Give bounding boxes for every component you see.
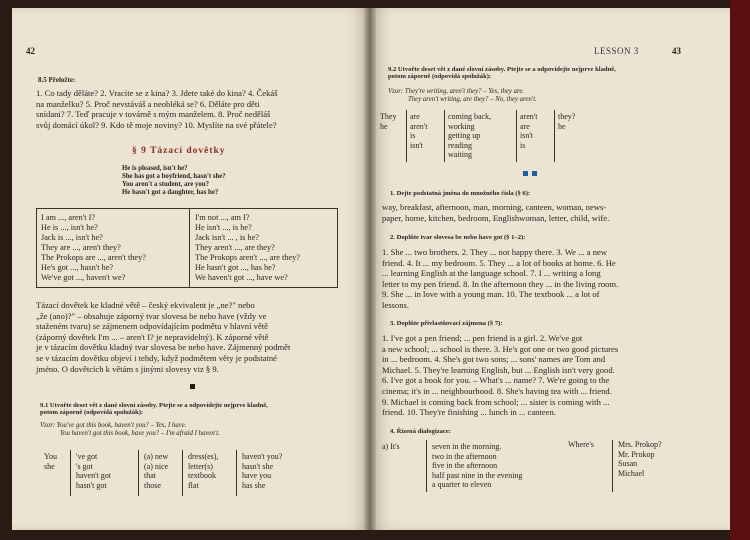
grid-cell: two in the afternoon: [432, 451, 497, 461]
exercise-9-1-grid: [34, 448, 364, 498]
grid-cell: has she: [242, 480, 266, 490]
section-separator-square: [532, 171, 537, 176]
grid-cell: Mrs. Prokop?: [618, 440, 662, 449]
exercise-8-5-text: [36, 88, 358, 130]
model-line: Vzor: They're writing, aren't they? – Yes, they are.: [388, 88, 525, 95]
grid-cell: 've got: [76, 452, 98, 461]
table-divider: [189, 209, 190, 287]
model-line: They aren't writing, are they? – No, they aren't.: [408, 96, 537, 104]
grid-divider: [406, 110, 407, 162]
text-line: friend. 10. They're finishing ... lunch in ... canteen.: [382, 407, 556, 418]
table-column-negative: [195, 213, 300, 283]
book-cover-edge: [730, 0, 750, 540]
example-line: You aren't a student, are you?: [122, 181, 209, 188]
text-line: Michael. 5. They're learning English, but ... English isn't very good.: [382, 364, 615, 375]
lesson-header: LESSON 3: [594, 46, 639, 56]
table-cell: He isn't ..., is he?: [195, 223, 252, 232]
grid-cell: dress(es),: [188, 452, 219, 461]
text-line: way, breakfast, afternoon, man, morning, canteen, woman, news-: [382, 202, 607, 212]
grid-divider: [554, 110, 555, 162]
text-line: in ... bedroom. 4. She's got two sons; ... sons' names are Tom and: [382, 354, 606, 365]
grid-cell: working: [448, 121, 475, 131]
example-line: He hasn't got a daughter, has he?: [122, 189, 219, 196]
text-line: 9. Michael is coming back from school; ... sister is coming with ...: [382, 396, 610, 407]
grid-cell: coming back,: [448, 112, 492, 121]
grid-cell: (a) nice: [144, 461, 169, 471]
table-cell: He is ..., isn't he?: [41, 223, 98, 232]
text-line: letter to my pen friend. 8. In the afternoon they ... in the living room.: [382, 278, 619, 289]
table-cell: He's got ..., hasn't he?: [41, 263, 114, 272]
grid-cell: those: [144, 480, 161, 490]
text-line: paper, home, kitchen, bedroom, Englishwoman, letter, child, wife.: [382, 212, 610, 223]
text-line: „že (ano)?" – obsahuje záporný tvar slovesa be nebo have (vždy ve: [36, 310, 267, 321]
section-title: § 9 Tázací dovětky: [132, 146, 226, 156]
grid-cell: is: [520, 140, 526, 150]
grid-cell: seven in the morning.: [432, 442, 502, 451]
grid-cell: aren't: [520, 112, 538, 121]
exercise-2-text: [382, 247, 708, 311]
grid-divider: [138, 450, 139, 496]
text-line: 1. She ... two brothers. 2. They ... not happy there. 3. We ... a new: [382, 247, 608, 257]
exercise-title: 8.5 Přeložte:: [38, 76, 76, 84]
grid-column-noun: [188, 452, 218, 490]
exercise-3-title: 3. Doplňte přivlastňovací zájmena (§ 7):: [390, 320, 503, 327]
grid-column-tag-subject: [558, 112, 575, 131]
grid-cell: textbook: [188, 471, 216, 481]
text-line: Tázací dovětek ke kladné větě – český ekvivalent je „ne?" nebo: [36, 300, 255, 310]
grid-cell: 's got: [76, 461, 93, 471]
table-cell: He hasn't got ..., has he?: [195, 263, 276, 272]
grid-cell: half past nine in the evening: [432, 470, 523, 480]
section-explanation: [36, 300, 358, 374]
grid-cell: haven't you?: [242, 452, 283, 461]
text-line: (záporný dovětek I'm ... – aren't I? je nepravidelný). K záporné větě: [36, 331, 269, 342]
grid-column-participle: [448, 112, 491, 160]
grid-divider: [236, 450, 237, 496]
text-line: staženém tvaru) se zájmenem odpovídajícím podmětu v hlavní větě: [36, 321, 268, 332]
grid-cell: reading: [448, 140, 472, 150]
grid-divider: [182, 450, 183, 496]
grid-cell: (a) new: [144, 452, 169, 461]
exercise-9-1-models: [40, 422, 220, 438]
grid-cell: that: [144, 471, 156, 481]
exercise-9-2-grid: [378, 110, 618, 164]
grid-column-subject: [44, 452, 57, 471]
dialog-times: [432, 442, 522, 490]
table-cell: Jack is ..., isn't he?: [41, 233, 103, 242]
grid-cell: isn't: [410, 140, 423, 150]
table-cell: We've got ..., haven't we?: [41, 273, 126, 282]
text-line: 1. Co tady děláte? 2. Vracíte se z kina? 3. Jdete také do kina? 4. Čekáš: [36, 88, 278, 98]
grid-column-adjective: [144, 452, 168, 490]
right-page: [370, 8, 730, 530]
table-cell: The Prokops are ..., aren't they?: [41, 253, 146, 262]
grid-cell: letter(s): [188, 461, 213, 471]
grid-column-tag: [242, 452, 282, 490]
grid-cell: she: [44, 461, 55, 471]
text-line: friend. 4. It ... my bedroom. 5. They ... a lot of books at home. 6. He: [382, 257, 616, 268]
page-number: 43: [672, 46, 681, 56]
title-line: 9.1 Utvořte deset vět z dané slovní zásoby. Ptejte se a odpovídejte nejprve kladně,: [40, 402, 268, 409]
table-cell: They are ..., aren't they?: [41, 243, 121, 252]
text-line: 9. She ... in love with a young man. 10. The textbook ... a lot of: [382, 289, 600, 300]
table-cell: We haven't got ..., have we?: [195, 273, 288, 282]
grid-cell: hasn't she: [242, 461, 273, 471]
grid-divider: [444, 110, 445, 162]
grid-cell: You: [44, 452, 57, 461]
grid-cell: have you: [242, 471, 272, 481]
text-line: 1. I've got a pen friend; ... pen friend is a girl. 2. We've got: [382, 333, 583, 343]
exercise-2-title: 2. Doplňte tvar slovesa be nebo have got (§ 1–2):: [390, 234, 526, 241]
grid-cell: is: [410, 131, 416, 141]
grid-cell: Susan: [618, 459, 638, 469]
dialog-label: a) It's: [382, 442, 400, 451]
grid-cell: flat: [188, 480, 199, 490]
text-line: se v tázacím dovětku objeví i tehdy, když podmětem věty je podstatné: [36, 352, 277, 363]
grid-cell: Michael: [618, 468, 645, 478]
grid-cell: they?: [558, 112, 576, 121]
grid-column-verb: [410, 112, 427, 150]
model-line: Vzor: You've got this book, haven't you? – Yes, I have.: [40, 422, 187, 429]
grid-cell: he: [558, 121, 566, 131]
grid-cell: are: [520, 121, 530, 131]
dialog-where: Where's: [568, 440, 594, 449]
text-line: ... learning English at the language school. 7. I ... writing a long: [382, 268, 601, 279]
table-cell: They aren't ..., are they?: [195, 243, 275, 252]
grid-cell: isn't: [520, 131, 533, 141]
grid-cell: haven't got: [76, 471, 111, 481]
section-separator-square: [190, 384, 195, 389]
table-cell: The Prokops aren't ..., are they?: [195, 253, 300, 262]
left-page: [12, 8, 370, 530]
text-line: lessons.: [382, 299, 409, 310]
grid-cell: waiting: [448, 150, 472, 160]
table-cell: I am ..., aren't I?: [41, 213, 96, 222]
text-line: na manželku? 5. Proč nevstáváš a neobléká se? 6. Děláte pro děti: [36, 98, 260, 109]
grid-cell: getting up: [448, 131, 481, 141]
grid-cell: are: [410, 112, 420, 121]
exercise-4-dialog-grid: [378, 440, 718, 500]
tag-question-table: [36, 208, 338, 288]
title-line: potom záporně (odpovídá spolužák):: [40, 409, 144, 416]
example-line: She has got a boyfriend, hasn't she?: [122, 173, 226, 180]
exercise-9-2-title: [388, 66, 616, 80]
text-line: a new school; ... school is there. 3. He's got one or two good pictures: [382, 343, 619, 354]
section-separator-square: [523, 171, 528, 176]
title-line: potom záporně (odpovídá spolužák):: [388, 73, 492, 80]
grid-divider: [70, 450, 71, 496]
table-cell: Jack isn't ... , is he?: [195, 233, 259, 242]
grid-cell: a quarter to eleven: [432, 480, 492, 490]
exercise-9-1-title: [40, 402, 268, 416]
exercise-1-title: 1. Dejte podstatná jména do množného čísla (§ 6):: [390, 190, 531, 197]
grid-column-subject: [380, 112, 396, 131]
text-line: je v tázacím dovětku kladný tvar slovesa be nebo have. Zájmenný podmět: [36, 342, 291, 353]
grid-cell: five in the afternoon: [432, 461, 498, 471]
title-line: 9.2 Utvořte deset vět z dané slovní zásoby. Ptejte se a odpovídejte nejprve kladně,: [388, 66, 616, 73]
text-line: cinema; it's in ... neighbourhood. 8. She's having tea with ... friend.: [382, 385, 612, 396]
example-line: He is pleased, isn't he?: [122, 165, 188, 172]
grid-divider: [426, 440, 427, 492]
model-line: You haven't got this book, have you? – I'm afraid I haven't.: [60, 430, 220, 438]
grid-cell: he: [380, 121, 388, 131]
text-line: 6. I've got a book for you. – What's ... name? 7. We're going to the: [382, 375, 610, 386]
book-gutter: [364, 8, 376, 530]
exercise-4-title: 4. Řízená dialogizace:: [390, 428, 451, 435]
table-column-positive: [41, 213, 146, 283]
grid-cell: They: [380, 112, 397, 121]
exercise-1-text: [382, 202, 708, 223]
grid-column-verb: [76, 452, 111, 490]
page-number: 42: [26, 46, 35, 56]
grid-divider: [612, 440, 613, 492]
grid-cell: aren't: [410, 121, 428, 131]
section-examples: [122, 165, 226, 197]
grid-divider: [516, 110, 517, 162]
grid-column-tag-verb: [520, 112, 537, 150]
dialog-names: [618, 440, 662, 478]
exercise-3-text: [382, 333, 708, 418]
grid-cell: hasn't got: [76, 480, 107, 490]
text-line: jméno. O dovětcích k větám s jinými slovesy viz § 9.: [36, 363, 219, 374]
text-line: snídani? 7. Teď pracuje v továrně s mým manželem. 8. Proč neděláš: [36, 109, 271, 120]
text-line: svůj domácí úkol? 9. Kdo tě moje noviny? 10. Myslíte na své přátele?: [36, 119, 277, 130]
exercise-9-2-models: [388, 88, 537, 104]
table-cell: I'm not ..., am I?: [195, 213, 250, 222]
grid-cell: Mr. Prokop: [618, 449, 655, 459]
